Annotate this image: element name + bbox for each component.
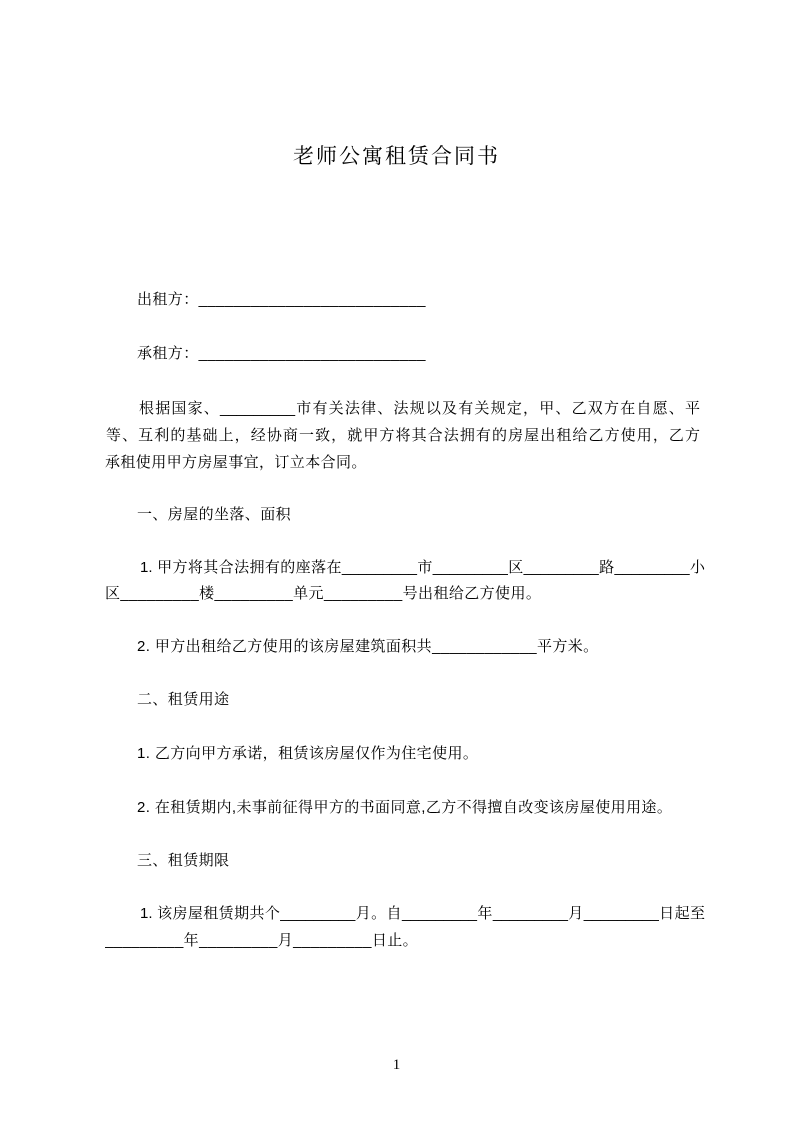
lessor-line: 出租方：__________________________ xyxy=(137,291,426,308)
clause-line: 1. 该房屋租赁期共个_________月。自_________年_________月_________日起至 xyxy=(140,905,705,922)
clause-line: _________年_________月_________日止。 xyxy=(105,932,419,949)
clause-line: 区_________楼_________单元_________号出租给乙方使用。 xyxy=(105,585,542,602)
preamble-line: 承租使用甲方房屋事宜，订立本合同。 xyxy=(105,454,367,471)
lessee-line: 承租方：__________________________ xyxy=(137,345,426,362)
clause-line: 2. 在租赁期内,未事前征得甲方的书面同意,乙方不得擅自改变该房屋使用用途。 xyxy=(137,799,673,816)
section-heading: 二、租赁用途 xyxy=(137,691,230,708)
clause-line: 1. 乙方向甲方承诺，租赁该房屋仅作为住宅使用。 xyxy=(137,745,479,762)
clause-line: 1. 甲方将其合法拥有的座落在_________市_________区_________路_________小 xyxy=(140,559,705,576)
preamble-line: 等、互利的基础上，经协商一致，就甲方将其合法拥有的房屋出租给乙方使用，乙方 xyxy=(106,427,700,444)
preamble-line: 根据国家、_________市有关法律、法规以及有关规定，甲、乙双方在自愿、平 xyxy=(139,400,700,417)
clause-line: 2. 甲方出租给乙方使用的该房屋建筑面积共____________平方米。 xyxy=(137,638,599,655)
section-heading: 三、租赁期限 xyxy=(137,852,230,869)
document-title: 老师公寓租赁合同书 xyxy=(293,145,500,168)
page-number: 1 xyxy=(392,1057,401,1073)
section-heading: 一、房屋的坐落、面积 xyxy=(137,506,292,523)
